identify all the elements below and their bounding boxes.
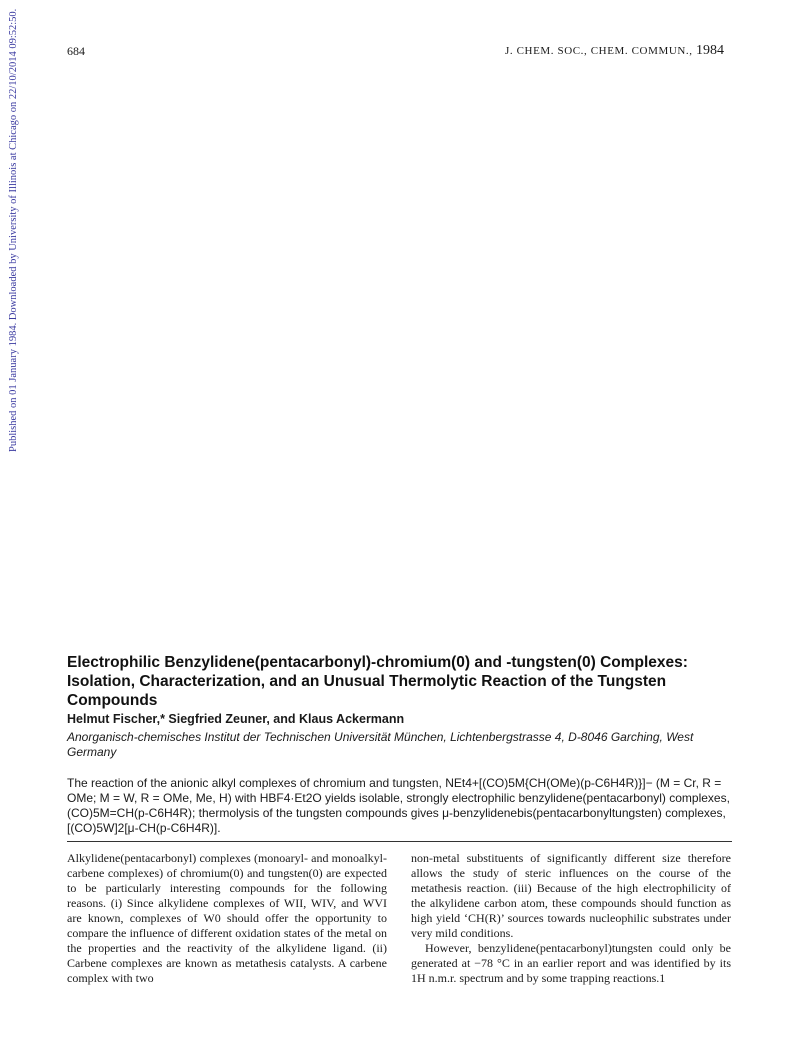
body-paragraph: non-metal substituents of significantly different size therefore allows the study of steric influences on the course of the metathesis reaction. (iii) Because of the high electrophilicity of the alkylidene carbon atom, these compounds should function as high yield ‘CH(R)’ sources towards nucleophilic substrates under very mild conditions. — [411, 851, 731, 940]
section-divider — [67, 841, 732, 842]
page-number: 684 — [67, 44, 85, 58]
download-watermark — [0, 0, 19, 650]
article-title: Electrophilic Benzylidene(pentacarbonyl)-chromium(0) and -tungsten(0) Complexes: Isolation, Characterization, and an Unusual Thermolytic Reaction of the Tungsten Compounds — [67, 654, 688, 709]
abstract: The reaction of the anionic alkyl complexes of chromium and tungsten, NEt4+[(CO)5M{CH(OMe)(p-C6H4R)}]− (M = Cr, R = OMe; M = W, R = OMe, Me, H) with HBF4·Et2O yields isolable, strongly electrophilic benzylidene(pentacarbonyl) complexes, (CO)5M=CH(p-C6H4R); thermolysis of the tungsten compounds gives μ-benzylidenebis(pentacarbonyltungsten) complexes, [(CO)5W]2[μ-CH(p-C6H4R)]. — [67, 776, 730, 835]
body-paragraph: However, benzylidene(pentacarbonyl)tungsten could only be generated at −78 °C in an earlier report and was identified by its 1H n.m.r. spectrum and by some trapping reactions.1 — [411, 941, 731, 985]
affiliation: Anorganisch-chemisches Institut der Technischen Universität München, Lichtenbergstrasse 4, D-8046 Garching, West Germany — [67, 730, 694, 759]
body-column-right — [411, 851, 731, 986]
author-list: Helmut Fischer,* Siegfried Zeuner, and Klaus Ackermann — [67, 712, 405, 726]
journal-name: J. CHEM. SOC., CHEM. COMMUN., — [505, 45, 693, 57]
watermark-text: Published on 01 January 1984. Downloaded by University of Illinois at Chicago on 22/10/2014 09:52:50. — [8, 8, 19, 452]
body-column-left — [67, 851, 387, 986]
body-paragraph: Alkylidene(pentacarbonyl) complexes (monoaryl- and monoalkyl-carbene complexes) of chromium(0) and tungsten(0) are expected to be particularly interesting compounds for the following reasons. (i) Since alkylidene complexes of WII, WIV, and WVI are known, complexes of W0 should offer the opportunity to compare the influence of different oxidation states of the metal on the properties and the reactivity of the alkylidene ligand. (ii) Carbene complexes are known as metathesis catalysts. A carbene complex with two — [67, 851, 387, 985]
journal-year: 1984 — [696, 43, 724, 58]
journal-header — [505, 43, 724, 59]
